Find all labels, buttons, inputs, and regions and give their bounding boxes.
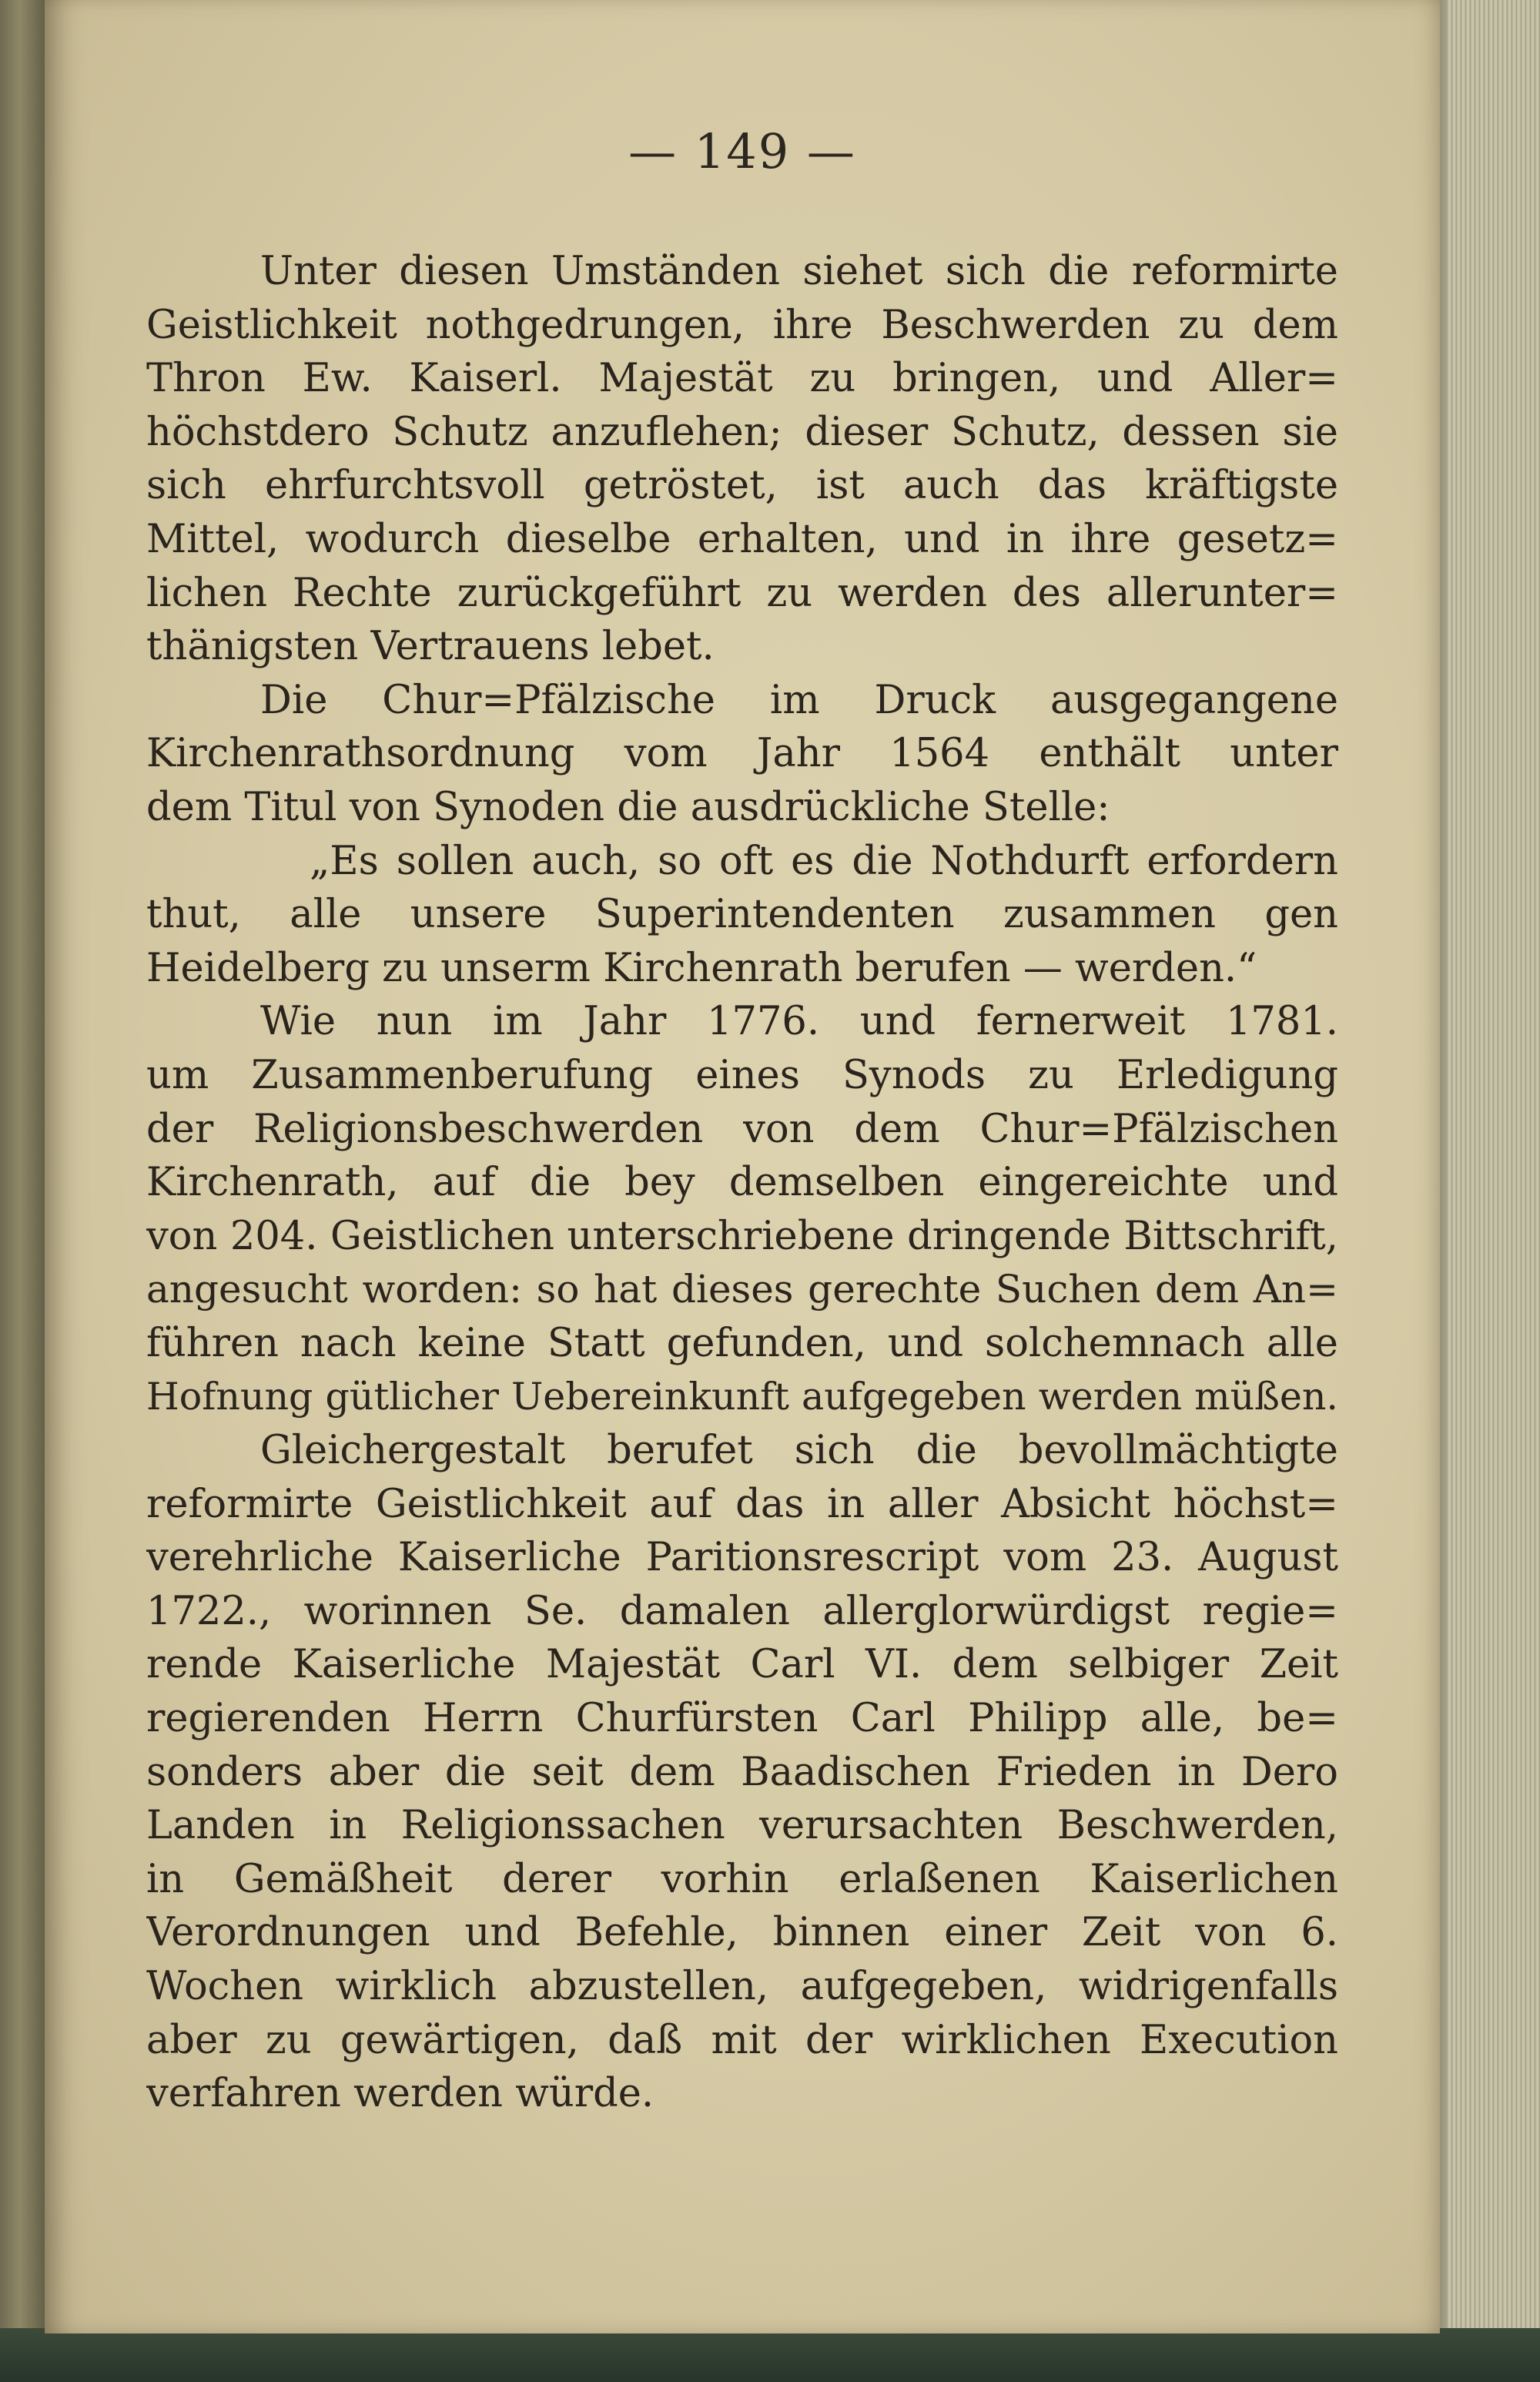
page-stack-edge bbox=[1424, 0, 1540, 2382]
text-line: Thron Ew. Kaiserl. Majestät zu bringen, und Aller= bbox=[146, 356, 1338, 402]
text-line: der Religionsbeschwerden von dem Chur=Pfälzischen bbox=[146, 1106, 1338, 1152]
book-cover-edge bbox=[0, 2328, 1540, 2382]
text-line: lichen Rechte zurückgeführt zu werden des allerunter= bbox=[146, 570, 1338, 616]
text-line: Mittel, wodurch dieselbe erhalten, und in ihre gesetz= bbox=[146, 516, 1338, 562]
text-line: führen nach keine Statt gefunden, und solchemnach alle bbox=[146, 1320, 1338, 1366]
text-line: thut, alle unsere Superintendenten zusammen gen bbox=[146, 892, 1338, 938]
text-line: Verordnungen und Befehle, binnen einer Zeit von 6. bbox=[146, 1910, 1338, 1956]
text-line: verfahren werden würde. bbox=[146, 2071, 654, 2117]
text-line: reformirte Geistlichkeit auf das in aller Absicht höchst= bbox=[146, 1481, 1338, 1527]
facing-page-edge bbox=[0, 0, 49, 2382]
text-line: von 204. Geistlichen unterschriebene dringende Bittschrift, bbox=[146, 1213, 1338, 1259]
text-line: sonders aber die seit dem Baadischen Frieden in Dero bbox=[146, 1749, 1338, 1795]
text-line: 1722., worinnen Se. damalen allerglorwürdigst regie= bbox=[146, 1588, 1338, 1634]
text-line: Gleichergestalt berufet sich die bevollmächtigte bbox=[260, 1428, 1338, 1474]
text-line: dem Titul von Synoden die ausdrückliche Stelle: bbox=[146, 784, 1110, 830]
text-line: Hofnung gütlicher Uebereinkunft aufgegeben werden müßen. bbox=[146, 1375, 1338, 1419]
text-line: Wie nun im Jahr 1776. und fernerweit 1781. bbox=[260, 999, 1338, 1045]
text-line: Landen in Religionssachen verursachten Beschwerden, bbox=[146, 1803, 1338, 1849]
text-line: regierenden Herrn Churfürsten Carl Philipp alle, be= bbox=[146, 1696, 1338, 1742]
text-line: verehrliche Kaiserliche Paritionsrescript vom 23. August bbox=[146, 1535, 1338, 1581]
text-line: Heidelberg zu unserm Kirchenrath berufen — werden.“ bbox=[146, 945, 1257, 991]
text-line: Geistlichkeit nothgedrungen, ihre Beschwerden zu dem bbox=[146, 302, 1338, 348]
book-page bbox=[45, 0, 1440, 2333]
text-line: Kirchenrathsordnung vom Jahr 1564 enthält unter bbox=[146, 731, 1338, 777]
text-line: Wochen wirklich abzustellen, aufgegeben, widrigenfalls bbox=[146, 1964, 1338, 2009]
text-line: in Gemäßheit derer vorhin erlaßenen Kaiserlichen bbox=[146, 1856, 1338, 1902]
text-line: Die Chur=Pfälzische im Druck ausgegangene bbox=[260, 677, 1338, 723]
text-line: thänigsten Vertrauens lebet. bbox=[146, 624, 715, 670]
text-line: angesucht worden: so hat dieses gerechte Suchen dem An= bbox=[146, 1267, 1338, 1312]
text-line: Kirchenrath, auf die bey demselben eingereichte und bbox=[146, 1160, 1338, 1206]
page-number: — 149 — bbox=[628, 123, 856, 179]
text-line: höchstdero Schutz anzuflehen; dieser Schutz, dessen sie bbox=[146, 409, 1338, 455]
text-line: um Zusammenberufung eines Synods zu Erledigung bbox=[146, 1052, 1338, 1098]
body-text bbox=[146, 245, 1338, 2121]
text-line: Unter diesen Umständen siehet sich die reformirte bbox=[260, 249, 1338, 294]
text-line: rende Kaiserliche Majestät Carl VI. dem selbiger Zeit bbox=[146, 1642, 1338, 1688]
text-line: sich ehrfurchtsvoll getröstet, ist auch das kräftigste bbox=[146, 463, 1338, 509]
text-line: aber zu gewärtigen, daß mit der wirklichen Execution bbox=[146, 2017, 1338, 2063]
text-line: „Es sollen auch, so oft es die Nothdurft erfordern bbox=[310, 838, 1338, 884]
